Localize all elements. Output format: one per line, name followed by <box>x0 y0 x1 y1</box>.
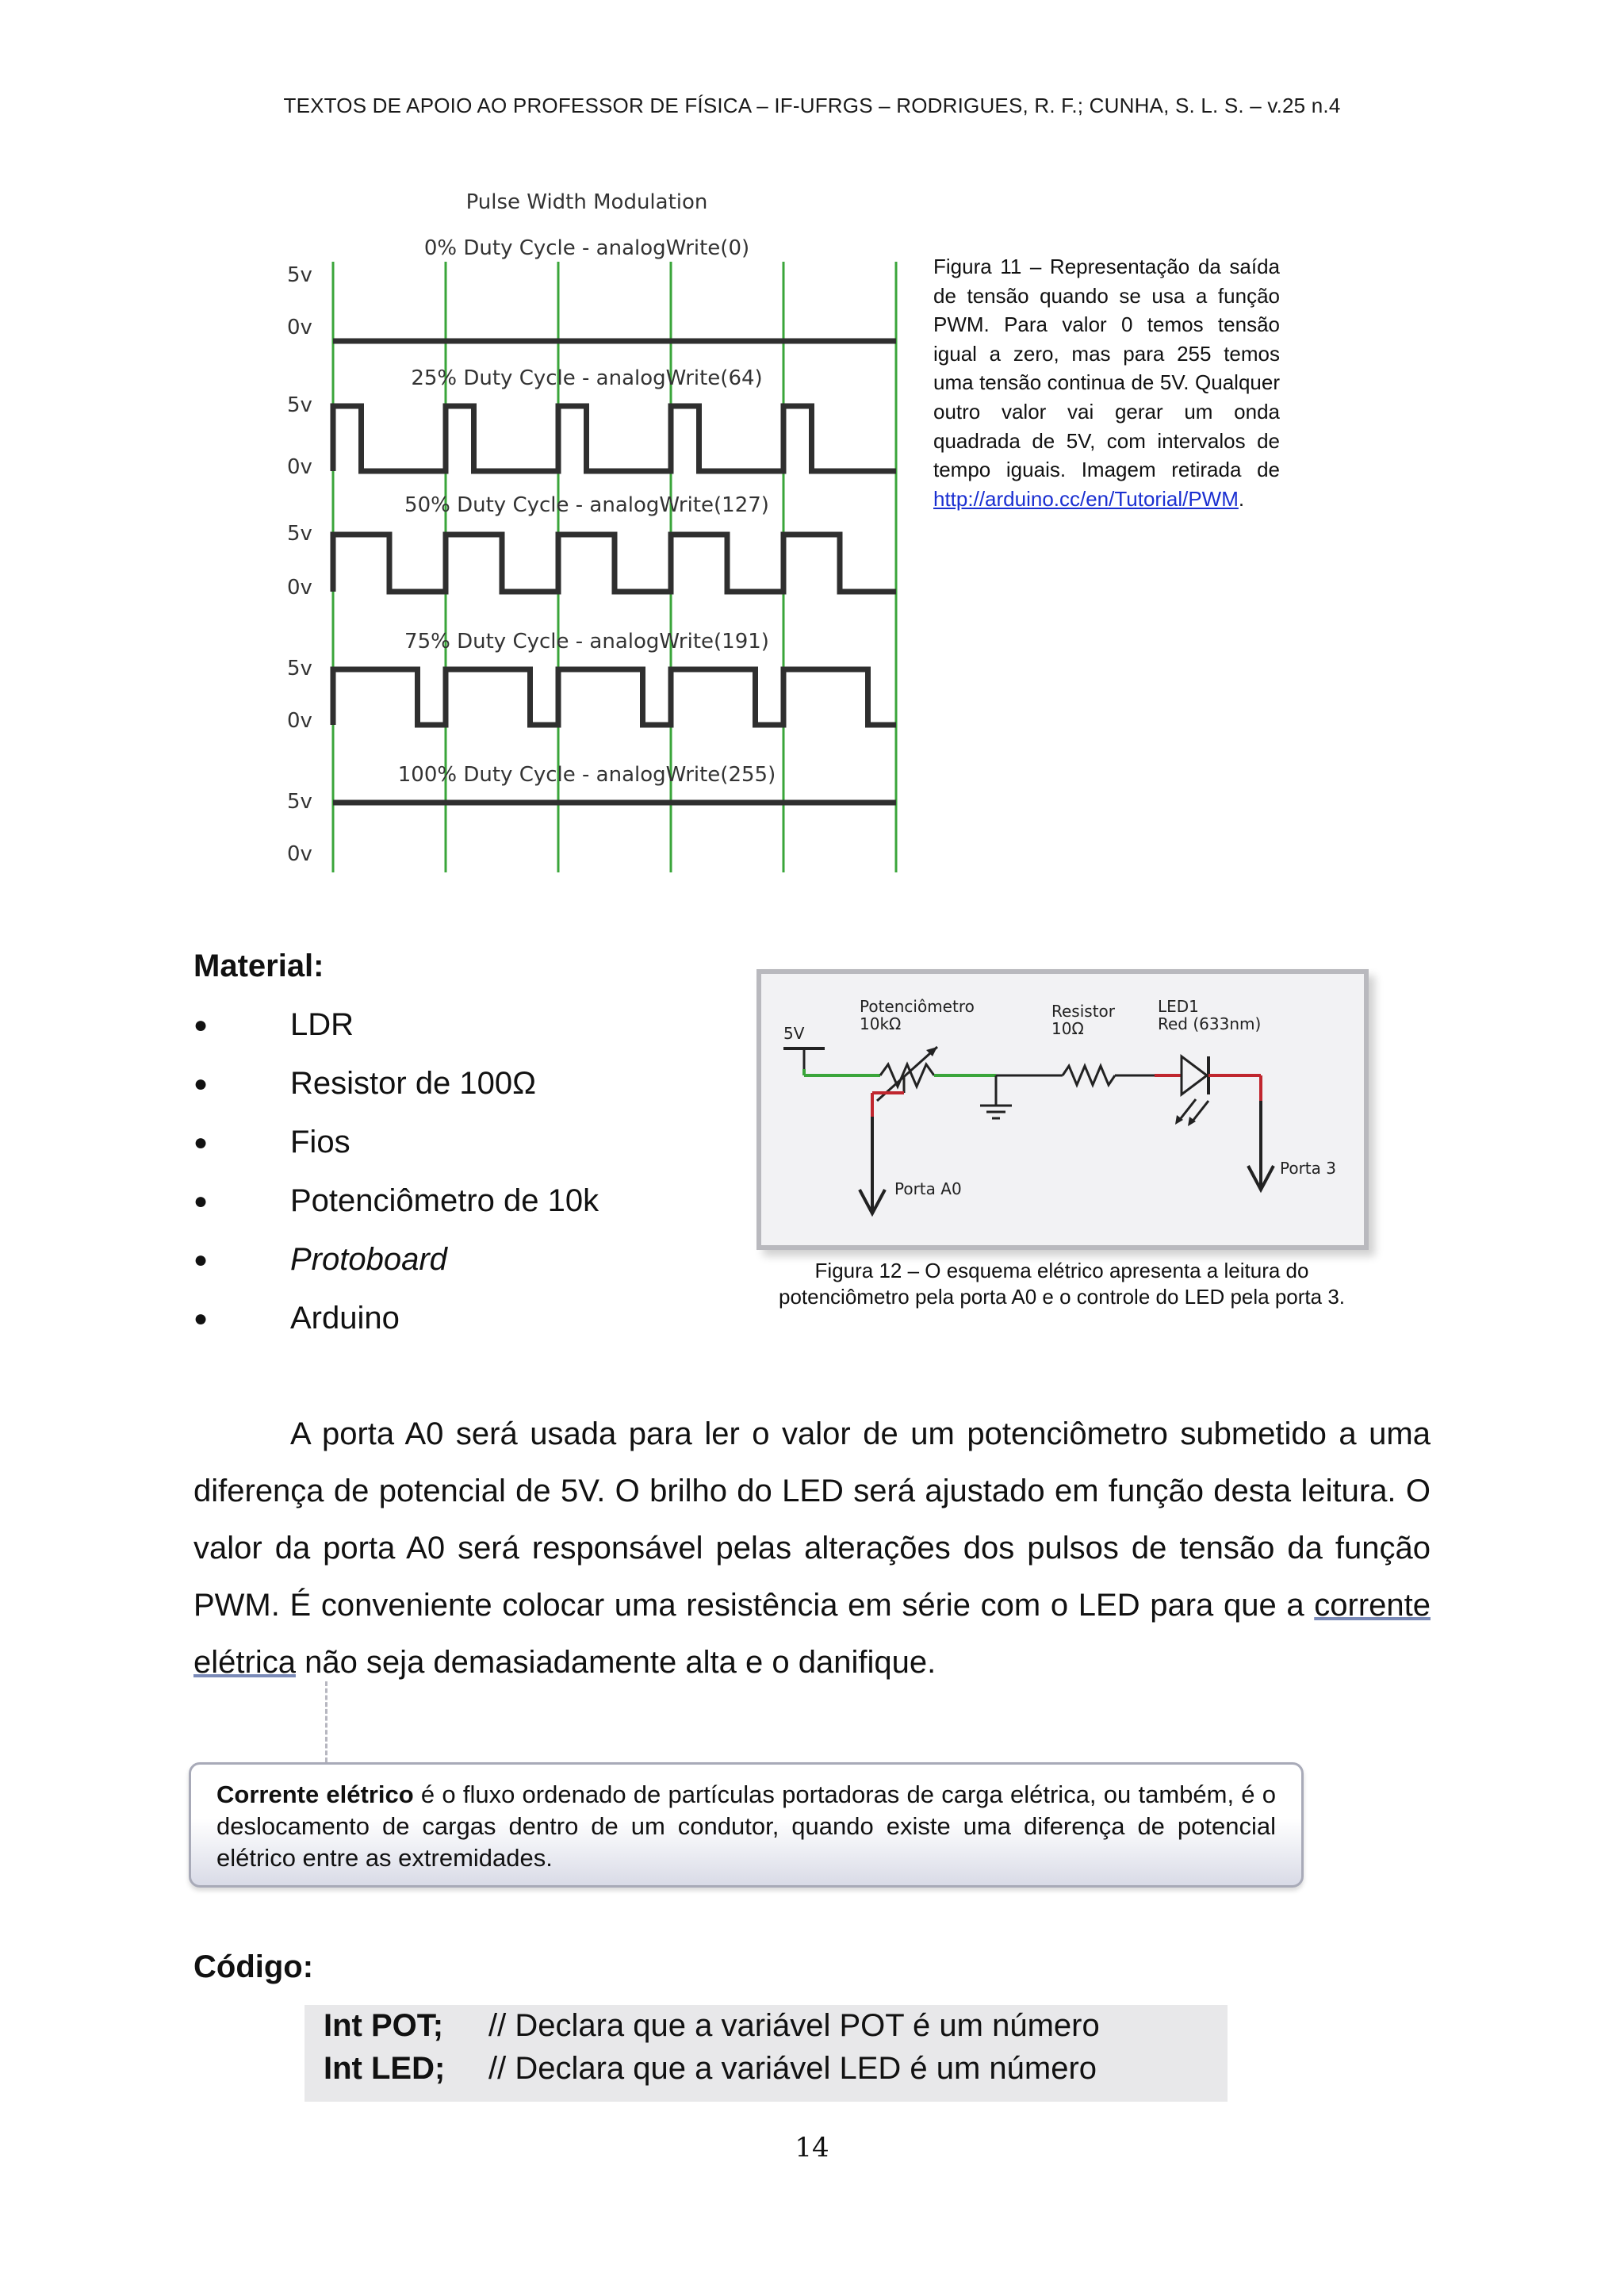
pwm-wave-1 <box>333 406 896 471</box>
pwm-title: Pulse Width Modulation <box>465 190 708 214</box>
glossary-definition: é o fluxo ordenado de partículas portadoras de carga elétrica, ou também, é o deslocamento de cargas dentro de um condutor, quando existe uma diferença de potencial elétrico entre as extremidades. <box>216 1780 1276 1872</box>
pwm-wave-3 <box>333 669 896 725</box>
glossary-term: Corrente elétrico <box>216 1780 414 1808</box>
wave-low-1: 0v <box>287 455 312 479</box>
code-block <box>304 2005 1228 2102</box>
code-heading: Código: <box>193 1949 314 1984</box>
pwm-wave-2 <box>333 535 896 592</box>
wave-high-0: 5v <box>287 263 312 287</box>
figure-11-caption: Figura 11 – Representação da saída de tensão quando se usa a função PWM. Para valor 0 temos tensão igual a zero, mas para 255 temos uma tensão continua de 5V. Qualquer outro valor vai gerar um onda quadrada de 5V, com intervalos de tempo iguais. Imagem retirada de http://arduino.cc/en/Tutorial/PWM. <box>933 255 1280 511</box>
pwm-figure <box>270 182 904 880</box>
wave-label-3: 75% Duty Cycle - analogWrite(191) <box>404 630 769 654</box>
wave-low-3: 0v <box>287 709 312 733</box>
wave-high-2: 5v <box>287 522 312 546</box>
page-number: 14 <box>795 2132 829 2164</box>
led-label: LED1 <box>1158 997 1199 1016</box>
wave-label-2: 50% Duty Cycle - analogWrite(127) <box>404 493 769 517</box>
pot-label: Potenciômetro <box>860 997 975 1016</box>
body-paragraph: A porta A0 será usada para ler o valor de um potenciômetro submetido a uma diferença de potencial de 5V. O brilho do LED será ajustado em função desta leitura. O valor da porta A0 será responsável pelas alterações dos pulsos de tensão da função PWM. É conveniente colocar uma resistência em série com o LED para que a corrente elétrica não seja demasiadamente alta e o danifique. <box>193 1416 1431 1680</box>
wave-high-3: 5v <box>287 657 312 680</box>
circuit-schematic <box>756 969 1369 1250</box>
wave-low-0: 0v <box>287 316 312 339</box>
wave-low-2: 0v <box>287 576 312 600</box>
code-line: Int LED; // Declara que a variável LED é um número <box>324 2051 1097 2086</box>
wave-label-1: 25% Duty Cycle - analogWrite(64) <box>411 366 763 390</box>
wave-low-4: 0v <box>287 842 312 866</box>
supply-label: 5V <box>783 1024 805 1043</box>
glossary-connector <box>325 1681 327 1762</box>
wave-high-4: 5v <box>287 790 312 814</box>
wave-label-0: 0% Duty Cycle - analogWrite(0) <box>423 236 750 260</box>
port-a0-label: Porta A0 <box>894 1179 962 1198</box>
running-header: TEXTOS DE APOIO AO PROFESSOR DE FÍSICA – IF-UFRGS – RODRIGUES, R. F.; CUNHA, S. L. S. – v.25 n.4 <box>283 94 1341 117</box>
arduino-pwm-link[interactable]: http://arduino.cc/en/Tutorial/PWM <box>933 486 1239 511</box>
code-line: Int POT; // Declara que a variável POT é um número <box>324 2008 1100 2043</box>
pot-value: 10kΩ <box>860 1014 902 1033</box>
figure-12-caption: Figura 12 – O esquema elétrico apresenta a leitura do potenciômetro pela porta A0 e o controle do LED pela porta 3. <box>778 1259 1346 1309</box>
led-value: Red (633nm) <box>1158 1014 1262 1033</box>
material-heading: Material: <box>193 949 324 983</box>
port-3-label: Porta 3 <box>1280 1159 1336 1178</box>
resistor-label: Resistor <box>1051 1002 1115 1021</box>
wave-high-1: 5v <box>287 393 312 417</box>
glossary-callout <box>189 1762 1304 1888</box>
wave-label-4: 100% Duty Cycle - analogWrite(255) <box>397 763 776 787</box>
resistor-value: 10Ω <box>1051 1019 1084 1038</box>
glossary-link[interactable]: corrente elétrica <box>193 1588 1431 1680</box>
